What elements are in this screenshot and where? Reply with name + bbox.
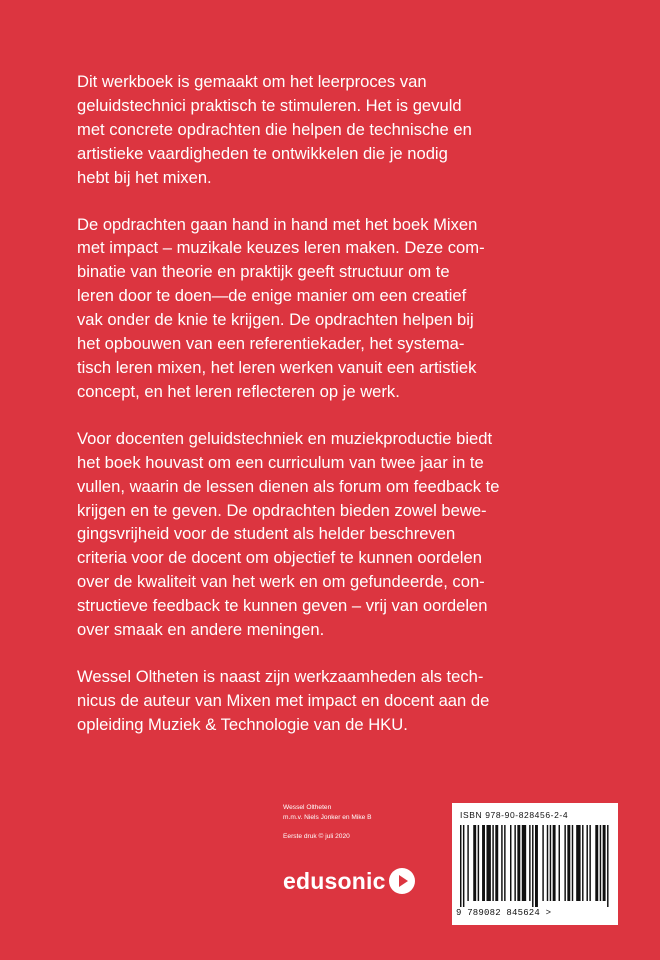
blurb-line: opleiding Muziek & Technologie van de HKU. [77, 714, 408, 734]
blurb-line: krijgen en te geven. De opdrachten bieden zowel bewe- [77, 500, 487, 520]
play-circle-icon [388, 867, 416, 895]
blurb-line: leren door te doen—de enige manier om een creatief [77, 286, 467, 306]
blurb-line: over de kwaliteit van het werk en om gefundeerde, con- [77, 572, 485, 592]
blurb-line: criteria voor de docent om objectief te kunnen oordelen [77, 548, 482, 568]
blurb-line: vak onder de knie te krijgen. De opdrachten helpen bij [77, 310, 474, 330]
credits [283, 803, 443, 842]
isbn-barcode [452, 803, 618, 925]
blurb-line: gingsvrijheid voor de student als helder beschreven [77, 524, 456, 544]
blurb-line: met impact – muzikale keuzes leren maken. Deze com- [77, 238, 485, 258]
credits-contributors: m.m.v. Niels Jonker en Mike B [283, 813, 372, 821]
credits-author: Wessel Oltheten [283, 804, 332, 811]
blurb-line: het opbouwen van een referentiekader, het systema- [77, 334, 465, 354]
blurb-paragraph-1 [77, 70, 617, 190]
blurb-line: over smaak en andere meningen. [77, 620, 325, 640]
credits-edition: Eerste druk © juli 2020 [283, 833, 350, 840]
back-cover-blurb [77, 70, 617, 760]
blurb-line: binatie van theorie en praktijk geeft structuur om te [77, 262, 450, 282]
blurb-line: hebt bij het mixen. [77, 167, 212, 187]
blurb-line: Voor docenten geluidstechniek en muziekproductie biedt [77, 428, 493, 448]
blurb-line: Wessel Oltheten is naast zijn werkzaamheden als tech- [77, 666, 484, 686]
blurb-line: vullen, waarin de lessen dienen als forum om feedback te [77, 476, 500, 496]
blurb-line: nicus de auteur van Mixen met impact en docent aan de [77, 690, 490, 710]
blurb-line: met concrete opdrachten die helpen de technische en [77, 119, 472, 139]
blurb-paragraph-2 [77, 213, 617, 404]
isbn-digits: 9 789082 845624 > [456, 908, 552, 918]
blurb-line: geluidstechnici praktisch te stimuleren. Het is gevuld [77, 95, 462, 115]
blurb-line: Dit werkboek is gemaakt om het leerproces van [77, 72, 427, 91]
blurb-paragraph-4 [77, 665, 617, 737]
blurb-line: het boek houvast om een curriculum van twee jaar in te [77, 452, 484, 472]
barcode-bars [460, 825, 610, 907]
blurb-line: tisch leren mixen, het leren werken vanuit een artistiek [77, 357, 477, 377]
blurb-line: concept, en het leren reflecteren op je werk. [77, 381, 400, 401]
isbn-label: ISBN 978-90-828456-2-4 [460, 810, 569, 820]
blurb-line: De opdrachten gaan hand in hand met het boek Mixen [77, 214, 478, 234]
blurb-line: artistieke vaardigheden te ontwikkelen die je nodig [77, 143, 448, 163]
publisher-logo-text: edusonic [283, 867, 386, 894]
blurb-paragraph-3 [77, 427, 617, 642]
blurb-line: structieve feedback te kunnen geven – vrij van oordelen [77, 596, 488, 616]
publisher-logo [283, 866, 416, 896]
